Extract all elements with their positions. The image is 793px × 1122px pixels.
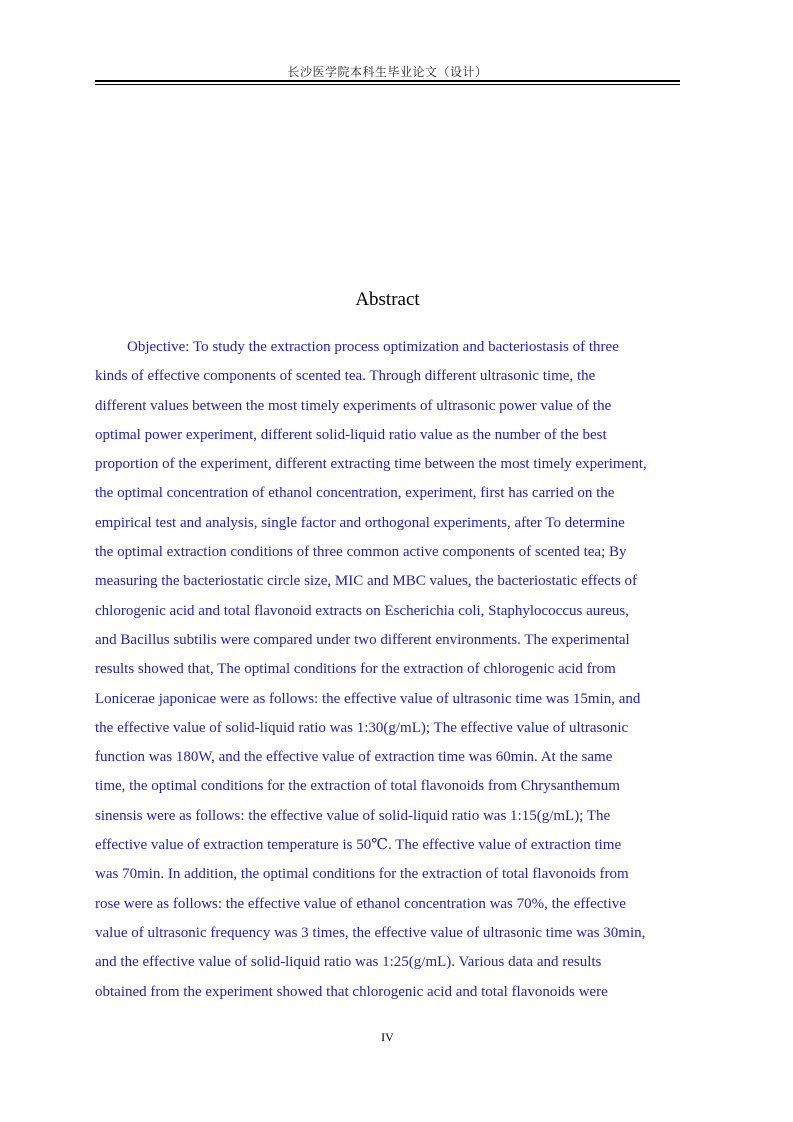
abstract-line: optimal power experiment, different solid-liquid ratio value as the number of the best [95, 426, 607, 443]
abstract-line: empirical test and analysis, single factor and orthogonal experiments, after To determine [95, 514, 625, 531]
abstract-line: results showed that, The optimal conditions for the extraction of chlorogenic acid from [95, 661, 616, 678]
abstract-line: different values between the most timely experiments of ultrasonic power value of the [95, 397, 612, 414]
abstract-line: rose were as follows: the effective value of ethanol concentration was 70%, the effective [95, 895, 626, 912]
abstract-line: Objective: To study the extraction process optimization and bacteriostasis of three [127, 339, 619, 355]
abstract-line: was 70min. In addition, the optimal conditions for the extraction of total flavonoids from [95, 866, 629, 883]
header-rule-thick [95, 80, 680, 82]
abstract-line: time, the optimal conditions for the extraction of total flavonoids from Chrysanthemum [95, 778, 620, 795]
abstract-line: kinds of effective components of scented tea. Through different ultrasonic time, the [95, 368, 596, 385]
abstract-line: effective value of extraction temperature is 50℃. The effective value of extraction time [95, 837, 622, 854]
abstract-line: chlorogenic acid and total flavonoid extracts on Escherichia coli, Staphylococcus aureus, [95, 602, 629, 619]
abstract-line: function was 180W, and the effective value of extraction time was 60min. At the same [95, 749, 613, 766]
abstract-line: measuring the bacteriostatic circle size, MIC and MBC values, the bacteriostatic effects of [95, 573, 638, 590]
abstract-line: obtained from the experiment showed that chlorogenic acid and total flavonoids were [95, 983, 608, 1000]
abstract-line: the optimal extraction conditions of three common active components of scented tea; By [95, 544, 627, 561]
abstract-line: sinensis were as follows: the effective value of solid-liquid ratio was 1:15(g/mL); The [95, 807, 611, 824]
abstract-line: value of ultrasonic frequency was 3 times, the effective value of ultrasonic time was 30min, [95, 924, 646, 941]
abstract-body [95, 333, 690, 1007]
page-number: IV [381, 1030, 394, 1044]
abstract-line: Lonicerae japonicae were as follows: the effective value of ultrasonic time was 15min, and [95, 690, 641, 707]
page-header: 长沙医学院本科生毕业论文（设计） [287, 65, 488, 79]
abstract-line: and the effective value of solid-liquid ratio was 1:25(g/mL). Various data and results [95, 954, 602, 971]
abstract-line: the effective value of solid-liquid ratio was 1:30(g/mL); The effective value of ultrasonic [95, 719, 629, 736]
abstract-line: proportion of the experiment, different extracting time between the most timely experiment, [95, 456, 647, 473]
abstract-line: the optimal concentration of ethanol concentration, experiment, first has carried on the [95, 485, 615, 502]
header-rule-thin [95, 84, 680, 85]
abstract-heading: Abstract [355, 289, 420, 310]
abstract-line: and Bacillus subtilis were compared under two different environments. The experimental [95, 631, 630, 648]
